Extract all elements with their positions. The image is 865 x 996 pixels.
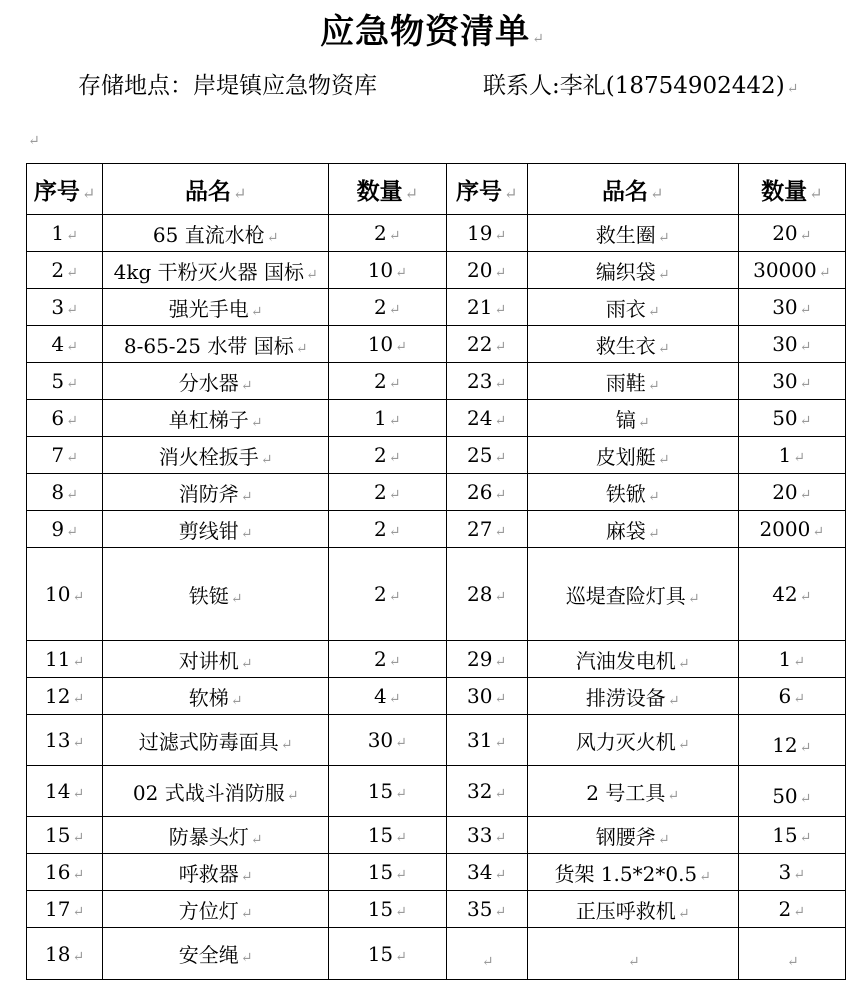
table-row	[27, 928, 846, 980]
row-qty-right	[738, 928, 845, 980]
paragraph-mark-icon: ↵	[494, 265, 507, 281]
row-qty-right: 2000 ↵	[738, 511, 845, 548]
paragraph-mark-icon: ↵	[72, 691, 85, 707]
paragraph-mark-icon: ↵	[66, 376, 78, 392]
row-qty-left: 10 ↵	[329, 252, 446, 289]
paragraph-mark-icon: ↵	[799, 830, 812, 846]
paragraph-mark-icon: ↵	[388, 450, 401, 466]
row-item-left: 分水器 ↵	[103, 363, 329, 400]
paragraph-mark-icon: ↵	[793, 691, 806, 707]
paragraph-mark-icon: ↵	[28, 133, 40, 149]
paragraph-mark-icon: ↵	[266, 229, 279, 246]
row-qty-right: 1 ↵	[738, 641, 845, 678]
row-no-right: 21 ↵	[446, 289, 527, 326]
row-qty-left: 2 ↵	[329, 363, 446, 400]
contact-phone: (18754902442)	[605, 73, 785, 99]
paragraph-mark-icon: ↵	[494, 654, 507, 670]
paragraph-mark-icon: ↵	[677, 905, 690, 922]
row-qty-right: 30 ↵	[738, 326, 845, 363]
row-no-left: 17 ↵	[27, 891, 103, 928]
paragraph-mark-icon: ↵	[647, 488, 660, 505]
row-no-left: 12 ↵	[27, 678, 103, 715]
row-no-right: 25 ↵	[446, 437, 527, 474]
paragraph-mark-icon: ↵	[494, 524, 507, 540]
row-no-left: 1 ↵	[27, 215, 103, 252]
row-item-left: 单杠梯子 ↵	[103, 400, 329, 437]
table-header-row	[27, 164, 846, 215]
paragraph-mark-icon: ↵	[66, 487, 78, 503]
paragraph-mark-icon: ↵	[395, 948, 407, 965]
paragraph-mark-icon: ↵	[388, 413, 401, 429]
table-row	[27, 817, 846, 854]
paragraph-mark-icon: ↵	[66, 524, 78, 540]
row-item-left: 对讲机 ↵	[103, 641, 329, 678]
row-item-right: 麻袋 ↵	[527, 511, 738, 548]
row-item-right: 雨鞋 ↵	[527, 363, 738, 400]
row-qty-right: 20 ↵	[738, 474, 845, 511]
row-item-left: 呼救器 ↵	[103, 854, 329, 891]
row-qty-right: 6 ↵	[738, 678, 845, 715]
row-qty-right: 12 ↵	[738, 715, 845, 766]
row-qty-left: 2 ↵	[329, 289, 446, 326]
row-qty-left: 2 ↵	[329, 474, 446, 511]
paragraph-mark-icon: ↵	[230, 590, 243, 607]
row-no-left: 8 ↵	[27, 474, 103, 511]
row-item-right: 救生圈 ↵	[527, 215, 738, 252]
paragraph-mark-icon: ↵	[250, 414, 263, 431]
paragraph-mark-icon: ↵	[395, 867, 407, 883]
row-no-left: 2 ↵	[27, 252, 103, 289]
paragraph-mark-icon: ↵	[395, 735, 407, 751]
paragraph-mark-icon: ↵	[647, 525, 660, 542]
row-qty-left: 2 ↵	[329, 215, 446, 252]
paragraph-mark-icon: ↵	[72, 948, 85, 965]
row-no-right: 27 ↵	[446, 511, 527, 548]
paragraph-mark-icon: ↵	[494, 302, 507, 318]
paragraph-mark-icon: ↵	[250, 303, 263, 320]
row-item-right: 货架 1.5*2*0.5 ↵	[527, 854, 738, 891]
row-no-right: 24 ↵	[446, 400, 527, 437]
paragraph-mark-icon: ↵	[388, 302, 401, 318]
row-item-left: 消防斧 ↵	[103, 474, 329, 511]
paragraph-mark-icon: ↵	[657, 831, 670, 848]
row-item-left: 防暴头灯 ↵	[103, 817, 329, 854]
row-qty-right: 30 ↵	[738, 363, 845, 400]
paragraph-mark-icon: ↵	[494, 786, 507, 802]
paragraph-mark-icon: ↵	[793, 867, 806, 883]
paragraph-mark-icon: ↵	[699, 868, 711, 885]
storage-value: 岸堤镇应急物资库	[193, 73, 377, 99]
header-name-right: 品名 ↵	[527, 164, 738, 215]
paragraph-mark-icon: ↵	[532, 31, 545, 47]
paragraph-mark-icon: ↵	[240, 488, 253, 505]
row-item-right: 雨衣 ↵	[527, 289, 738, 326]
row-qty-left: 15 ↵	[329, 817, 446, 854]
header-no-right: 序号 ↵	[446, 164, 527, 215]
paragraph-mark-icon: ↵	[66, 413, 78, 429]
row-item-left: 4kg 干粉灭火器 国标 ↵	[103, 252, 329, 289]
row-no-right	[446, 928, 527, 980]
paragraph-mark-icon: ↵	[793, 654, 806, 670]
row-no-left: 3 ↵	[27, 289, 103, 326]
paragraph-mark-icon: ↵	[494, 589, 507, 605]
row-item-left: 铁铤 ↵	[103, 548, 329, 641]
row-no-left: 5 ↵	[27, 363, 103, 400]
table-row	[27, 363, 846, 400]
row-item-right: 巡堤查险灯具 ↵	[527, 548, 738, 641]
paragraph-mark-icon: ↵	[240, 655, 253, 672]
paragraph-mark-icon: ↵	[494, 867, 507, 883]
row-qty-right: 1 ↵	[738, 437, 845, 474]
paragraph-mark-icon: ↵	[799, 339, 812, 355]
row-no-right: 34 ↵	[446, 854, 527, 891]
paragraph-mark-icon: ↵	[388, 691, 401, 707]
table-row	[27, 641, 846, 678]
paragraph-mark-icon: ↵	[494, 339, 507, 355]
row-item-left: 剪线钳 ↵	[103, 511, 329, 548]
paragraph-mark-icon: ↵	[66, 339, 78, 355]
paragraph-mark-icon: ↵	[637, 414, 650, 431]
paragraph-mark-icon: ↵	[647, 377, 660, 394]
row-qty-left: 30 ↵	[329, 715, 446, 766]
paragraph-mark-icon: ↵	[687, 590, 700, 607]
table-row	[27, 289, 846, 326]
row-qty-right: 50 ↵	[738, 400, 845, 437]
row-qty-left: 15 ↵	[329, 854, 446, 891]
row-item-left: 软梯 ↵	[103, 678, 329, 715]
paragraph-mark-icon: ↵	[72, 867, 85, 883]
row-qty-left: 15 ↵	[329, 891, 446, 928]
paragraph-mark-icon: ↵	[66, 302, 78, 318]
paragraph-mark-icon: ↵	[230, 692, 243, 709]
row-no-right: 33 ↵	[446, 817, 527, 854]
row-item-right: 排涝设备 ↵	[527, 678, 738, 715]
row-item-right: 铁锨 ↵	[527, 474, 738, 511]
table-row	[27, 766, 846, 817]
paragraph-mark-icon: ↵	[494, 450, 507, 466]
row-item-left: 8-65-25 水带 国标 ↵	[103, 326, 329, 363]
row-no-left: 18 ↵	[27, 928, 103, 980]
paragraph-mark-icon: ↵	[667, 787, 680, 804]
table-row	[27, 511, 846, 548]
contact-info	[483, 70, 798, 105]
paragraph-mark-icon: ↵	[72, 654, 85, 670]
table-row	[27, 548, 846, 641]
paragraph-mark-icon: ↵	[799, 791, 812, 807]
paragraph-mark-icon: ↵	[657, 266, 670, 283]
row-item-right: 镐 ↵	[527, 400, 738, 437]
paragraph-mark-icon: ↵	[388, 228, 401, 244]
paragraph-mark-icon: ↵	[240, 905, 253, 922]
row-no-left: 14 ↵	[27, 766, 103, 817]
paragraph-mark-icon: ↵	[240, 950, 253, 966]
row-item-left: 安全绳 ↵	[103, 928, 329, 980]
paragraph-mark-icon: ↵	[786, 954, 799, 970]
paragraph-mark-icon: ↵	[677, 655, 690, 672]
table-row	[27, 437, 846, 474]
row-no-left: 13 ↵	[27, 715, 103, 766]
paragraph-mark-icon: ↵	[799, 589, 812, 605]
paragraph-mark-icon: ↵	[388, 589, 401, 605]
paragraph-mark-icon: ↵	[494, 228, 507, 244]
row-qty-right: 2 ↵	[738, 891, 845, 928]
paragraph-mark-icon: ↵	[647, 303, 660, 320]
header-name-left: 品名 ↵	[103, 164, 329, 215]
paragraph-mark-icon: ↵	[286, 787, 299, 804]
paragraph-mark-icon: ↵	[657, 340, 670, 357]
paragraph-mark-icon: ↵	[494, 487, 507, 503]
paragraph-mark-icon: ↵	[388, 524, 401, 540]
paragraph-mark-icon: ↵	[494, 830, 507, 846]
paragraph-mark-icon: ↵	[494, 691, 507, 707]
paragraph-mark-icon: ↵	[72, 589, 85, 605]
contact-label: 联系人:	[483, 73, 560, 99]
supplies-table	[26, 163, 846, 980]
row-item-right: 正压呼救机 ↵	[527, 891, 738, 928]
row-item-left: 02 式战斗消防服 ↵	[103, 766, 329, 817]
table-row	[27, 891, 846, 928]
storage-location	[78, 70, 377, 102]
paragraph-mark-icon: ↵	[72, 904, 85, 920]
paragraph-mark-icon: ↵	[395, 830, 407, 846]
paragraph-mark-icon: ↵	[677, 736, 690, 753]
header-qty-left: 数量 ↵	[329, 164, 446, 215]
paragraph-mark-icon: ↵	[657, 451, 670, 468]
table-row	[27, 215, 846, 252]
header-no-left: 序号 ↵	[27, 164, 103, 215]
row-no-right: 19 ↵	[446, 215, 527, 252]
paragraph-mark-icon: ↵	[799, 376, 812, 392]
row-qty-right: 20 ↵	[738, 215, 845, 252]
paragraph-mark-icon: ↵	[72, 735, 85, 751]
row-qty-left: 2 ↵	[329, 511, 446, 548]
paragraph-mark-icon: ↵	[395, 904, 407, 920]
row-no-left: 10 ↵	[27, 548, 103, 641]
row-qty-left: 2 ↵	[329, 437, 446, 474]
paragraph-mark-icon: ↵	[280, 736, 293, 753]
paragraph-mark-icon: ↵	[295, 340, 308, 357]
paragraph-mark-icon: ↵	[240, 525, 253, 542]
paragraph-mark-icon: ↵	[240, 868, 253, 885]
paragraph-mark-icon: ↵	[494, 413, 507, 429]
table-row	[27, 326, 846, 363]
row-item-left: 强光手电 ↵	[103, 289, 329, 326]
row-no-right: 31 ↵	[446, 715, 527, 766]
table-row	[27, 474, 846, 511]
paragraph-mark-icon: ↵	[66, 228, 78, 244]
paragraph-mark-icon: ↵	[395, 265, 407, 281]
row-item-right: 编织袋 ↵	[527, 252, 738, 289]
row-qty-left: 15 ↵	[329, 766, 446, 817]
row-qty-left: 2 ↵	[329, 641, 446, 678]
row-item-right: 汽油发电机 ↵	[527, 641, 738, 678]
row-item-left: 方位灯 ↵	[103, 891, 329, 928]
row-qty-left: 2 ↵	[329, 548, 446, 641]
row-item-right: 风力灭火机 ↵	[527, 715, 738, 766]
row-qty-right: 3 ↵	[738, 854, 845, 891]
paragraph-mark-icon: ↵	[395, 339, 407, 355]
paragraph-mark-icon: ↵	[799, 740, 812, 756]
paragraph-mark-icon: ↵	[494, 376, 507, 392]
table-row	[27, 715, 846, 766]
page-title: 应急物资清单 ↵	[320, 12, 545, 52]
paragraph-mark-icon: ↵	[250, 831, 263, 848]
paragraph-mark-icon: ↵	[395, 786, 407, 802]
row-item-right: 救生衣 ↵	[527, 326, 738, 363]
paragraph-mark-icon: ↵	[667, 692, 680, 709]
row-no-right: 28 ↵	[446, 548, 527, 641]
paragraph-mark-icon: ↵	[494, 904, 507, 920]
row-no-right: 30 ↵	[446, 678, 527, 715]
paragraph-mark-icon: ↵	[388, 487, 401, 503]
row-item-left: 过滤式防毒面具 ↵	[103, 715, 329, 766]
row-no-right: 35 ↵	[446, 891, 527, 928]
row-no-left: 6 ↵	[27, 400, 103, 437]
row-no-left: 16 ↵	[27, 854, 103, 891]
paragraph-mark-icon: ↵	[388, 654, 401, 670]
table-row	[27, 400, 846, 437]
row-item-left: 消火栓扳手 ↵	[103, 437, 329, 474]
paragraph-mark-icon: ↵	[72, 786, 85, 802]
paragraph-mark-icon: ↵	[388, 376, 401, 392]
paragraph-mark-icon: ↵	[66, 450, 78, 466]
row-no-left: 7 ↵	[27, 437, 103, 474]
table-row	[27, 678, 846, 715]
row-no-left: 11 ↵	[27, 641, 103, 678]
row-item-right: 2 号工具 ↵	[527, 766, 738, 817]
row-no-left: 15 ↵	[27, 817, 103, 854]
row-qty-left: 4 ↵	[329, 678, 446, 715]
row-no-right: 32 ↵	[446, 766, 527, 817]
row-item-right: 皮划艇 ↵	[527, 437, 738, 474]
paragraph-mark-icon: ↵	[786, 81, 799, 97]
row-no-left: 4 ↵	[27, 326, 103, 363]
paragraph-mark-icon: ↵	[793, 904, 806, 920]
row-no-right: 20 ↵	[446, 252, 527, 289]
row-qty-left: 1 ↵	[329, 400, 446, 437]
paragraph-mark-icon: ↵	[799, 487, 812, 503]
row-qty-right: 15 ↵	[738, 817, 845, 854]
paragraph-mark-icon: ↵	[818, 265, 831, 281]
paragraph-mark-icon: ↵	[260, 451, 273, 468]
paragraph-mark-icon: ↵	[812, 524, 825, 540]
row-item-left: 65 直流水枪 ↵	[103, 215, 329, 252]
row-qty-right: 30000 ↵	[738, 252, 845, 289]
row-no-right: 23 ↵	[446, 363, 527, 400]
paragraph-mark-icon: ↵	[305, 266, 318, 283]
row-qty-left: 15 ↵	[329, 928, 446, 980]
paragraph-mark-icon: ↵	[72, 830, 85, 846]
row-qty-right: 42 ↵	[738, 548, 845, 641]
paragraph-mark-icon: ↵	[799, 302, 812, 318]
row-item-right	[527, 928, 738, 980]
header-qty-right: 数量 ↵	[738, 164, 845, 215]
paragraph-mark-icon: ↵	[627, 954, 640, 970]
paragraph-mark-icon: ↵	[657, 229, 670, 246]
paragraph-mark-icon: ↵	[240, 377, 253, 394]
storage-label: 存储地点：	[78, 73, 193, 99]
paragraph-mark-icon: ↵	[66, 265, 78, 281]
row-no-right: 22 ↵	[446, 326, 527, 363]
table-row	[27, 252, 846, 289]
table-row	[27, 854, 846, 891]
paragraph-mark-icon: ↵	[799, 228, 812, 244]
paragraph-mark-icon: ↵	[494, 735, 507, 751]
contact-name: 李礼	[559, 73, 606, 99]
row-qty-right: 50 ↵	[738, 766, 845, 817]
paragraph-mark-icon: ↵	[481, 954, 494, 970]
paragraph-mark-icon: ↵	[799, 413, 812, 429]
row-no-right: 29 ↵	[446, 641, 527, 678]
row-qty-left: 10 ↵	[329, 326, 446, 363]
row-no-left: 9 ↵	[27, 511, 103, 548]
row-no-right: 26 ↵	[446, 474, 527, 511]
row-item-right: 钢腰斧 ↵	[527, 817, 738, 854]
paragraph-mark-icon: ↵	[793, 450, 806, 466]
row-qty-right: 30 ↵	[738, 289, 845, 326]
